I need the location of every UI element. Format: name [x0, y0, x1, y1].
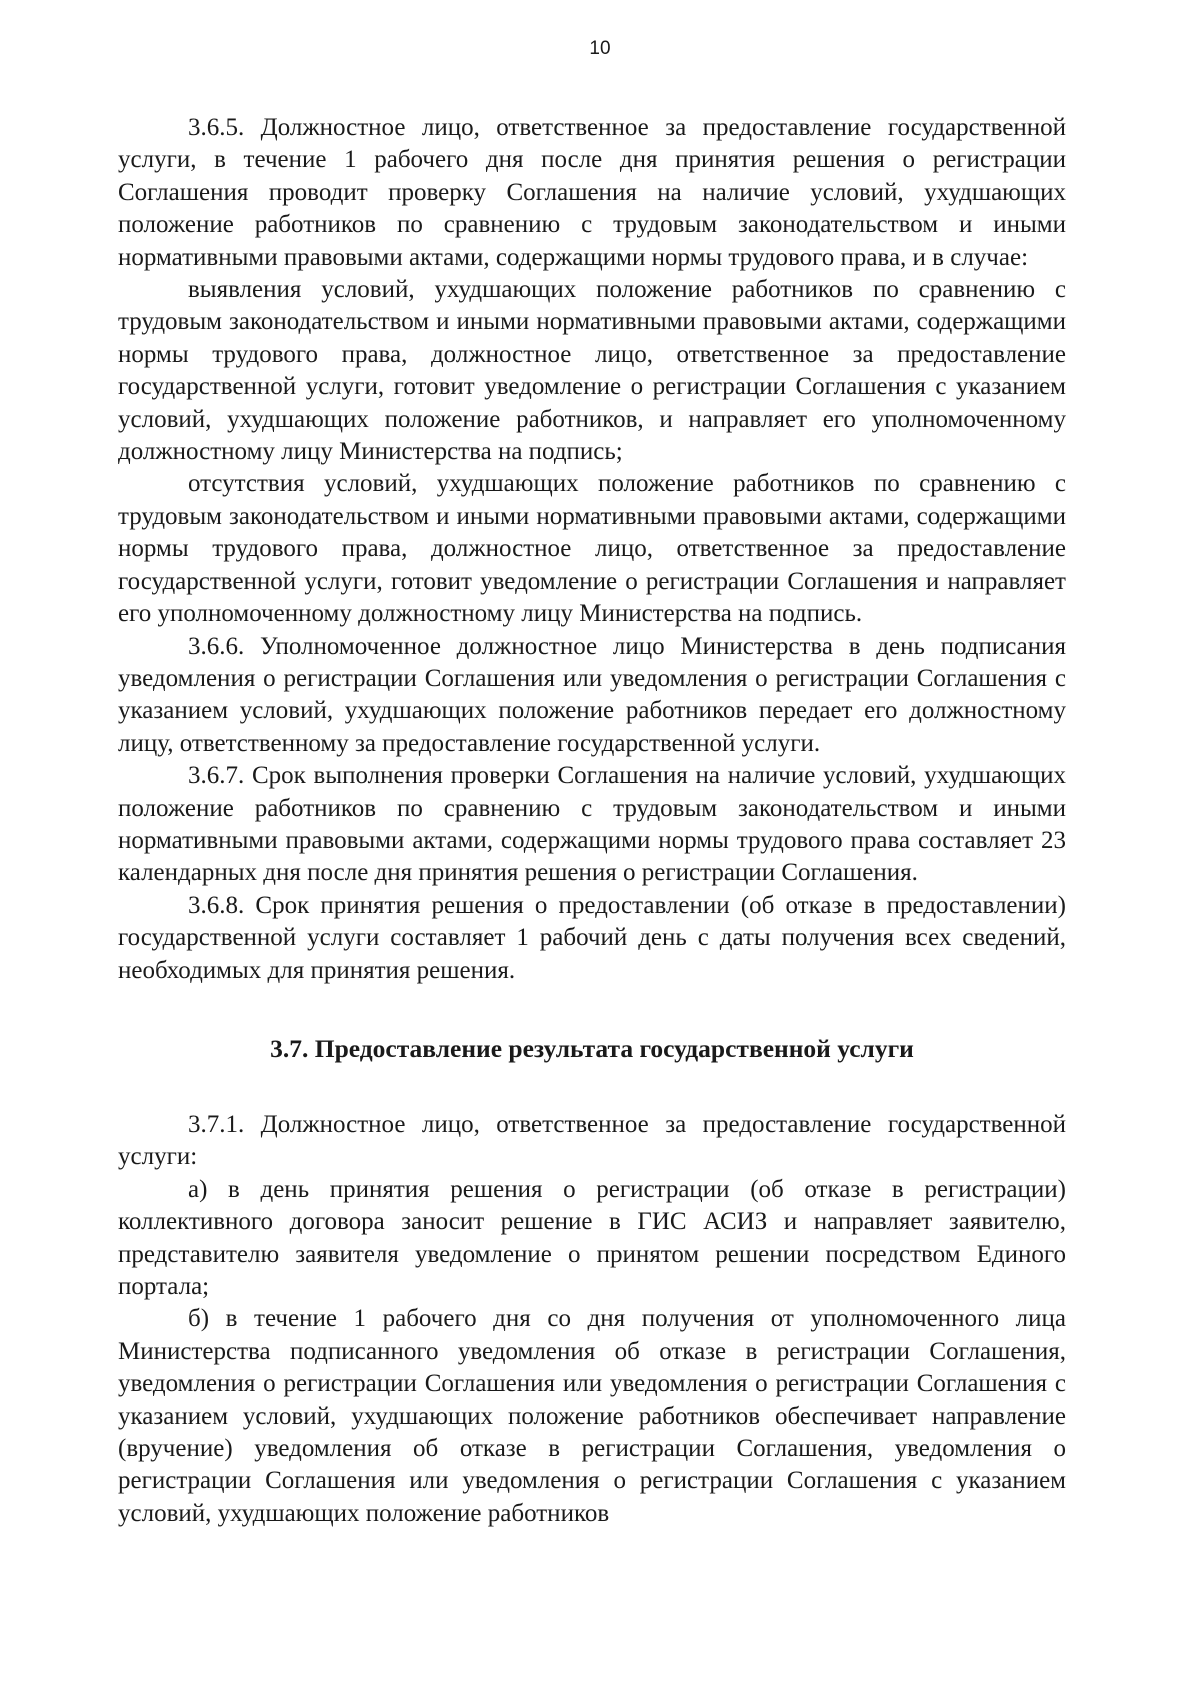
- paragraph-3-7-1: 3.7.1. Должностное лицо, ответственное за предоставление государственной услуги:: [118, 1110, 1066, 1171]
- document-body: [118, 112, 1066, 1530]
- page-number: 10: [589, 38, 611, 59]
- paragraph-3-6-7: 3.6.7. Срок выполнения проверки Соглашения на наличие условий, ухудшающих положение работников по сравнению с трудовым законодательством и иными нормативными правовыми актами, содержащими нормы трудового права составляет 23 календарных дня после дня принятия решения о регистрации Соглашения.: [118, 762, 1066, 887]
- paragraph-3-6-6: 3.6.6. Уполномоченное должностное лицо Министерства в день подписания уведомления о регистрации Соглашения или уведомления о регистрации Соглашения с указанием условий, ухудшающих положение работников передает его должностному лицу, ответственному за предоставление государственной услуги.: [118, 632, 1066, 757]
- paragraph-3-6-5: 3.6.5. Должностное лицо, ответственное за предоставление государственной услуги, в течение 1 рабочего дня после дня принятия решения о регистрации Соглашения проводит проверку Соглашения на наличие условий, ухудшающих положение работников по сравнению с трудовым законодательством и иными нормативными правовыми актами, содержащими нормы трудового права, и в случае:: [118, 114, 1066, 271]
- paragraph-violations-absent: отсутствия условий, ухудшающих положение работников по сравнению с трудовым законодательством и иными нормативными правовыми актами, содержащими нормы трудового права, должностное лицо, ответственное за предоставление государственной услуги, готовит уведомление о регистрации Соглашения и направляет его уполномоченному должностному лицу Министерства на подпись.: [118, 470, 1066, 628]
- paragraph-item-a: а) в день принятия решения о регистрации (об отказе в регистрации) коллективного договора заносит решение в ГИС АСИЗ и направляет заявителю, представителю заявителя уведомление о принятом решении посредством Единого портала;: [118, 1175, 1066, 1300]
- paragraph-3-6-8: 3.6.8. Срок принятия решения о предоставлении (об отказе в предоставлении) государственной услуги составляет 1 рабочий день с даты получения всех сведений, необходимых для принятия решения.: [118, 891, 1066, 984]
- paragraph-item-b: б) в течение 1 рабочего дня со дня получения от уполномоченного лица Министерства подписанного уведомления об отказе в регистрации Соглашения, уведомления о регистрации Соглашения или уведомления о регистрации Соглашения с указанием условий, ухудшающих положение работников обеспечивает направление (вручение) уведомления об отказе в регистрации Соглашения, уведомления о регистрации Соглашения или уведомления о регистрации Соглашения с указанием условий, ухудшающих положение работников: [118, 1305, 1066, 1527]
- paragraph-violations-found: выявления условий, ухудшающих положение работников по сравнению с трудовым законодательством и иными нормативными правовыми актами, содержащими нормы трудового права, должностное лицо, ответственное за предоставление государственной услуги, готовит уведомление о регистрации Соглашения с указанием условий, ухудшающих положение работников, и направляет его уполномоченному должностному лицу Министерства на подпись;: [118, 276, 1066, 466]
- section-title-3-7: 3.7. Предоставление результата государственной услуги: [270, 1033, 914, 1063]
